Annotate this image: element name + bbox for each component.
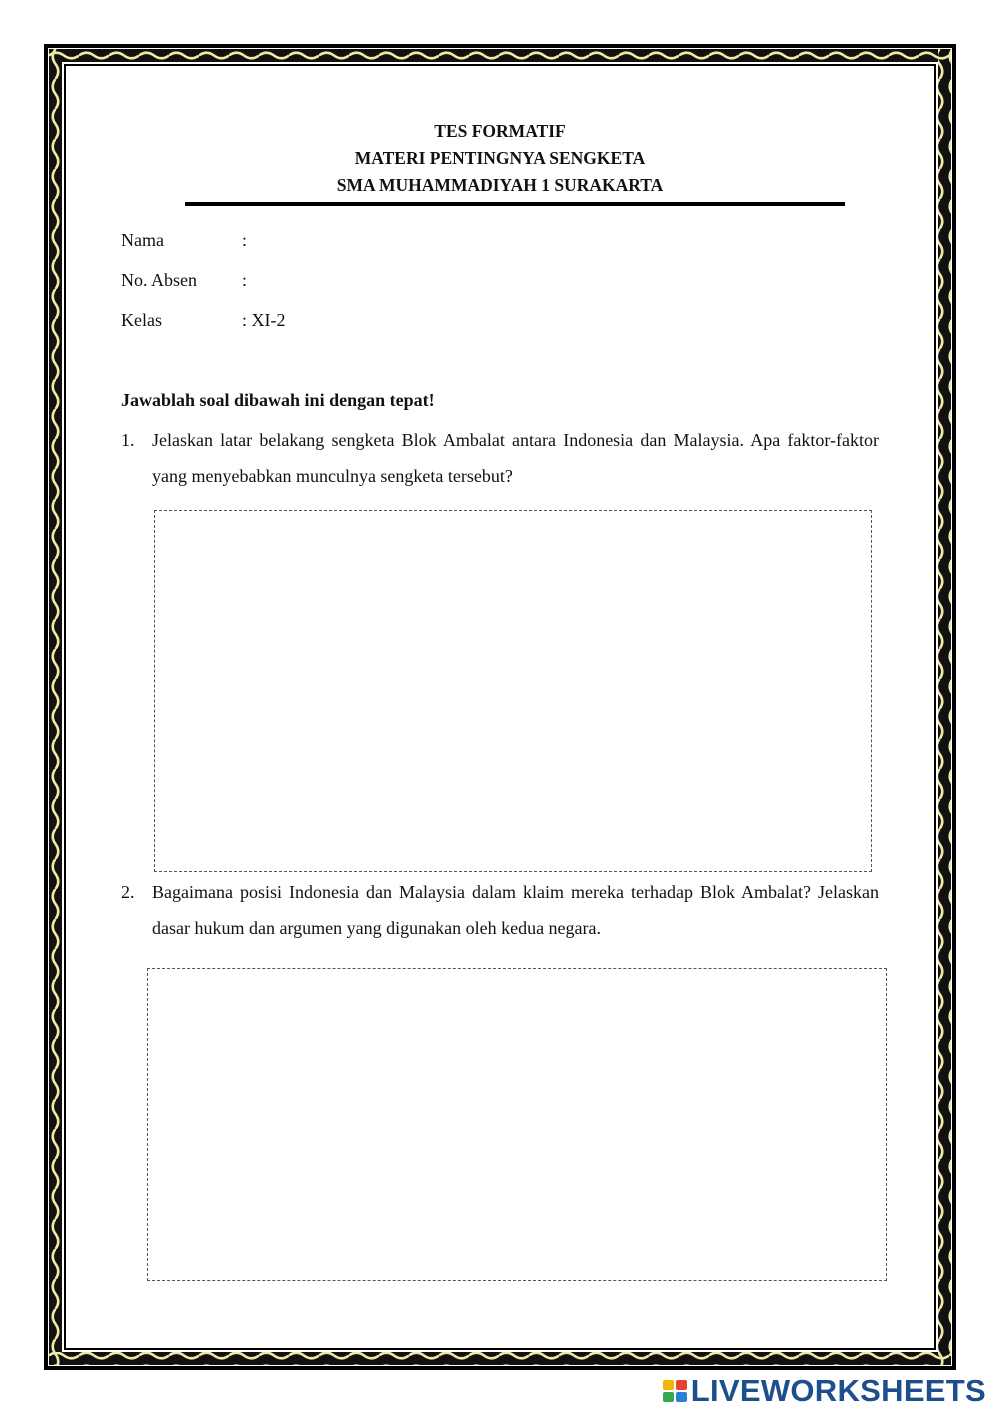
question-number: 2. bbox=[121, 882, 135, 902]
field-label: Nama bbox=[121, 230, 164, 250]
liveworksheets-brand[interactable] bbox=[662, 1371, 986, 1411]
answer-box-1[interactable] bbox=[154, 510, 872, 872]
field-value[interactable]: : bbox=[242, 230, 248, 250]
field-kelas bbox=[121, 309, 286, 331]
brand-name: LIVEWORKSHEETS bbox=[690, 1373, 986, 1408]
field-label: No. Absen bbox=[121, 270, 197, 290]
field-label: Kelas bbox=[121, 310, 162, 330]
field-value[interactable]: : bbox=[242, 270, 248, 290]
question-text: Jelaskan latar belakang sengketa Blok Ambalat antara Indonesia dan Malaysia. Apa faktor-faktor yang menyebabkan munculnya sengketa tersebut? bbox=[152, 430, 879, 486]
document-header bbox=[0, 118, 1000, 199]
instruction-text: Jawablah soal dibawah ini dengan tepat! bbox=[121, 390, 435, 410]
field-nama[interactable] bbox=[121, 229, 247, 251]
header-title: TES FORMATIF bbox=[434, 121, 566, 141]
header-school: SMA MUHAMMADIYAH 1 SURAKARTA bbox=[336, 175, 664, 195]
question-1 bbox=[121, 422, 879, 494]
field-no-absen[interactable] bbox=[121, 269, 247, 291]
header-subject: MATERI PENTINGNYA SENGKETA bbox=[354, 148, 646, 168]
question-number: 1. bbox=[121, 430, 135, 450]
question-text: Bagaimana posisi Indonesia dan Malaysia dalam klaim mereka terhadap Blok Ambalat? Jelaskan dasar hukum dan argumen yang digunakan oleh kedua negara. bbox=[152, 882, 879, 938]
answer-box-2[interactable] bbox=[147, 968, 887, 1281]
header-divider bbox=[185, 202, 845, 206]
question-2 bbox=[121, 874, 879, 946]
liveworksheets-logo-icon bbox=[662, 1377, 688, 1405]
field-value: : XI-2 bbox=[242, 310, 286, 330]
